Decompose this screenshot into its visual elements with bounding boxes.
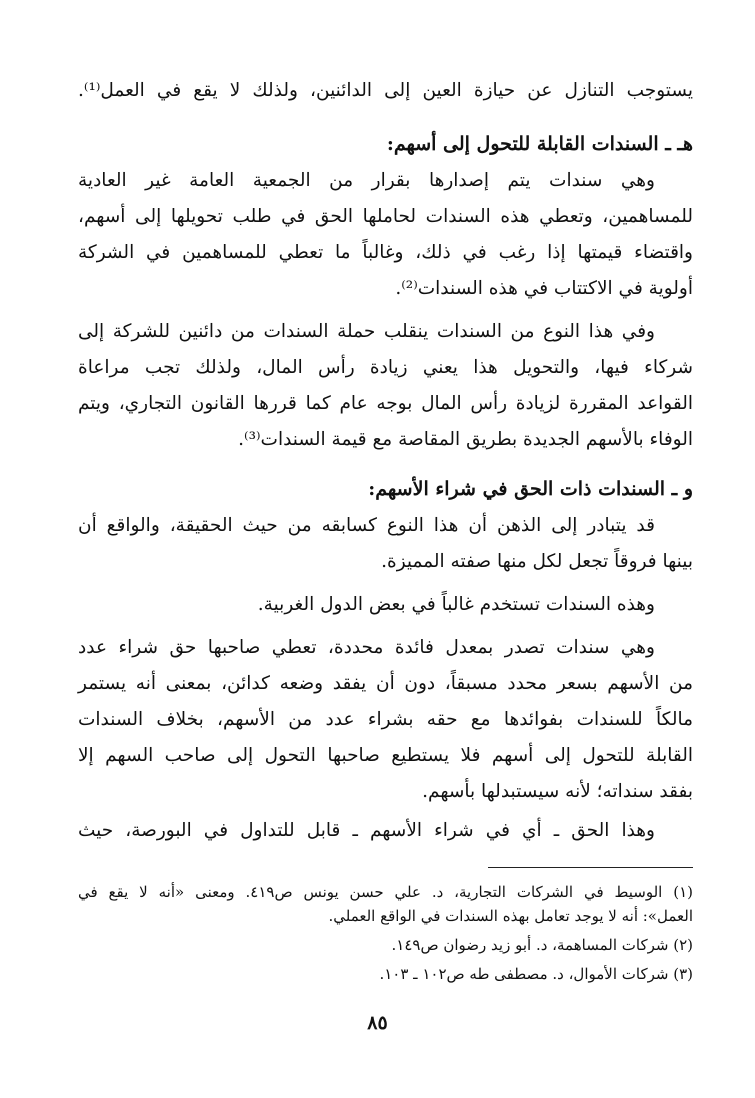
section-heading-h: هـ ـ السندات القابلة للتحول إلى أسهم: (386, 133, 693, 155)
paragraph-line: مالكاً للسندات بفوائدها مع حقه بشراء عدد من الأسهم، بخلاف السندات (78, 709, 693, 730)
paragraph-line: قد يتبادر إلى الذهن أن هذا النوع كسابقه من حيث الحقيقة، والواقع أن (78, 515, 655, 536)
paragraph-line: من الأسهم بسعر محدد مسبقاً، دون أن يفقد وضعه كدائن، بمعنى أنه يستمر (78, 673, 693, 694)
paragraph-line: وهذه السندات تستخدم غالباً في بعض الدول الغربية. (257, 594, 655, 615)
section-heading-w: و ـ السندات ذات الحق في شراء الأسهم: (368, 478, 693, 500)
paragraph-line: القواعد المقررة لزيادة رأس المال بوجه عام كما قررها القانون التجاري، ويتم (78, 393, 693, 414)
footnote-1: (١) الوسيط في الشركات التجارية، د. علي حسن يونس ص٤١٩. ومعنى «أنه لا يقع في (78, 883, 693, 901)
paragraph-line: يستوجب التنازل عن حيازة العين إلى الدائنين، ولذلك لا يقع في العمل⁽¹⁾. (78, 80, 693, 101)
page-number: ٨٥ (367, 1012, 388, 1034)
paragraph-line: وهي سندات يتم إصدارها بقرار من الجمعية العامة غير العادية (78, 170, 655, 191)
paragraph-line: الوفاء بالأسهم الجديدة بطريق المقاصة مع قيمة السندات⁽³⁾. (238, 429, 693, 450)
paragraph-line: وهذا الحق ـ أي في شراء الأسهم ـ قابل للتداول في البورصة، حيث (78, 820, 655, 841)
footnote-separator (488, 867, 693, 868)
paragraph-line: شركاء فيها، والتحويل هذا يعني زيادة رأس المال، ولذلك تجب مراعاة (78, 357, 693, 378)
footnote-1-continued: العمل»: أنه لا يوجد تعامل بهذه السندات في الواقع العملي. (328, 907, 693, 925)
paragraph-line: وفي هذا النوع من السندات ينقلب حملة السندات من دائنين للشركة إلى (78, 321, 655, 342)
paragraph-line: القابلة للتحول إلى أسهم فلا يستطيع صاحبها التحول إلى صاحب السهم إلا (78, 745, 693, 766)
paragraph-line: واقتضاء قيمتها إذا رغب في ذلك، وغالباً ما تعطي للمساهمين في الشركة (78, 242, 693, 263)
paragraph-line: أولوية في الاكتتاب في هذه السندات⁽²⁾. (395, 278, 693, 299)
paragraph-line: بينها فروقاً تجعل لكل منها صفته المميزة. (381, 551, 693, 572)
paragraph-line: وهي سندات تصدر بمعدل فائدة محددة، تعطي صاحبها حق شراء عدد (78, 637, 655, 658)
paragraph-line: بفقد سنداته؛ لأنه سيستبدلها بأسهم. (422, 781, 693, 802)
paragraph-line: للمساهمين، وتعطي هذه السندات لحاملها الحق في طلب تحويلها إلى أسهم، (78, 206, 693, 227)
footnote-2: (٢) شركات المساهمة، د. أبو زيد رضوان ص١٤٩. (391, 936, 693, 954)
footnote-3: (٣) شركات الأموال، د. مصطفى طه ص١٠٢ ـ ١٠٣. (379, 965, 693, 983)
